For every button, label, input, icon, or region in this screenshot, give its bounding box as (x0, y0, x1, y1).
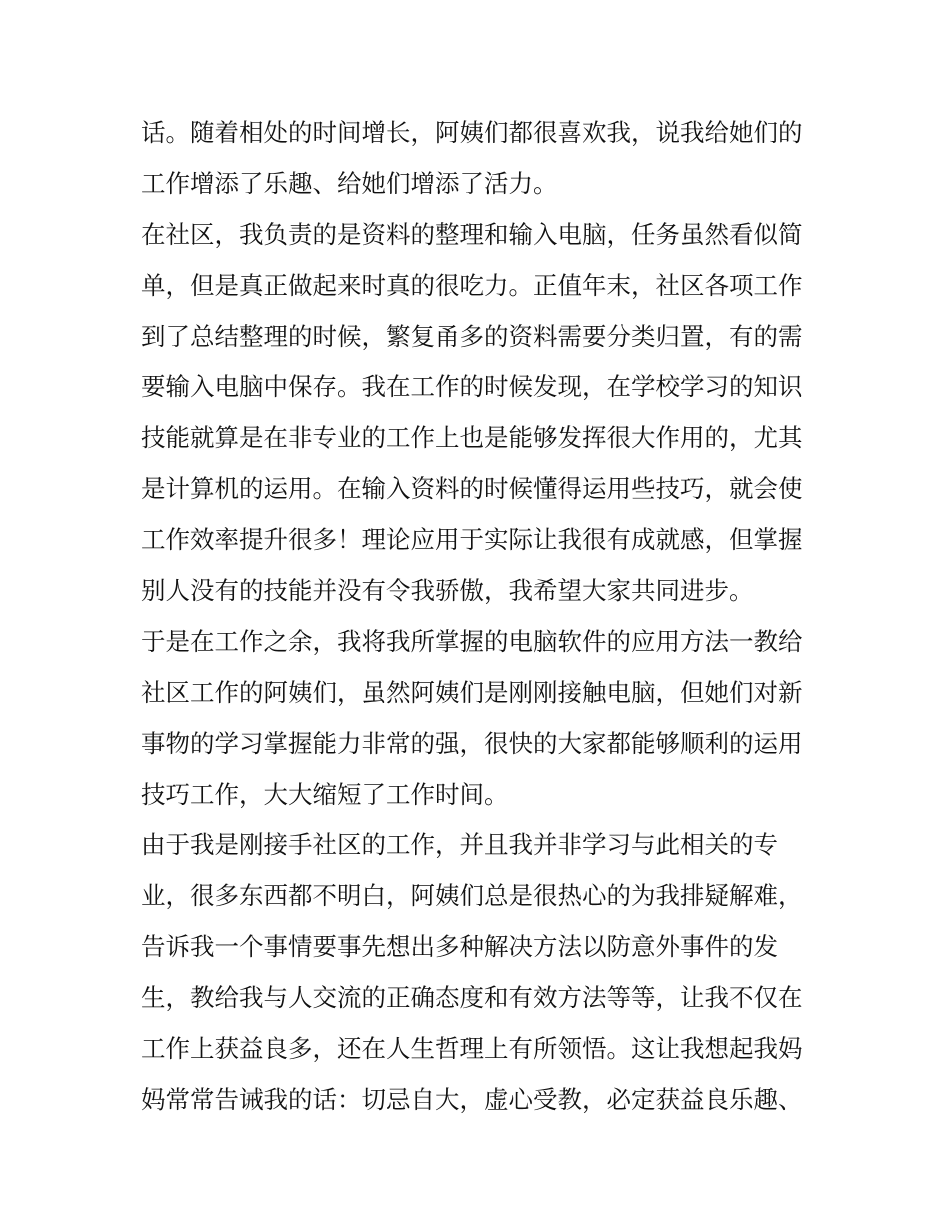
text-line: 工作上获益良多，还在人生哲理上有所领悟。这让我想起我妈 (141, 1034, 803, 1064)
text-line: 业，很多东西都不明白，阿姨们总是很热心的为我排疑解难， (141, 881, 803, 911)
text-line: 别人没有的技能并没有令我骄傲，我希望大家共同进步。 (141, 576, 754, 606)
text-line: 社区工作的阿姨们，虽然阿姨们是刚刚接触电脑，但她们对新 (141, 677, 803, 707)
text-line: 工作效率提升很多！理论应用于实际让我很有成就感，但掌握 (141, 525, 803, 555)
text-line: 事物的学习掌握能力非常的强，很快的大家都能够顺利的运用 (141, 728, 803, 758)
text-line: 是计算机的运用。在输入资料的时候懂得运用些技巧，就会使 (141, 474, 803, 504)
text-line: 话。随着相处的时间增长，阿姨们都很喜欢我，说我给她们的 (141, 118, 803, 147)
body-text (141, 108, 821, 1126)
text-line: 生，教给我与人交流的正确态度和有效方法等等，让我不仅在 (141, 983, 803, 1013)
text-line: 技巧工作，大大缩短了工作时间。 (141, 779, 509, 809)
text-line: 要输入电脑中保存。我在工作的时候发现，在学校学习的知识 (141, 372, 803, 402)
text-line: 在社区，我负责的是资料的整理和输入电脑，任务虽然看似简 (141, 219, 803, 249)
text-line: 单，但是真正做起来时真的很吃力。正值年末，社区各项工作 (141, 270, 803, 300)
text-line: 妈常常告诫我的话：切忌自大，虚心受教，必定获益良乐趣、 (141, 1084, 803, 1114)
text-line: 于是在工作之余，我将我所掌握的电脑软件的应用方法一教给 (141, 626, 803, 656)
text-line: 告诉我一个事情要事先想出多种解决方法以防意外事件的发 (141, 932, 778, 962)
text-line: 由于我是刚接手社区的工作，并且我并非学习与此相关的专 (141, 830, 778, 860)
text-line: 技能就算是在非专业的工作上也是能够发挥很大作用的，尤其 (141, 423, 803, 453)
text-line: 到了总结整理的时候，繁复甬多的资料需要分类归置，有的需 (141, 321, 803, 351)
text-line: 工作增添了乐趣、给她们增添了活力。 (141, 168, 558, 198)
